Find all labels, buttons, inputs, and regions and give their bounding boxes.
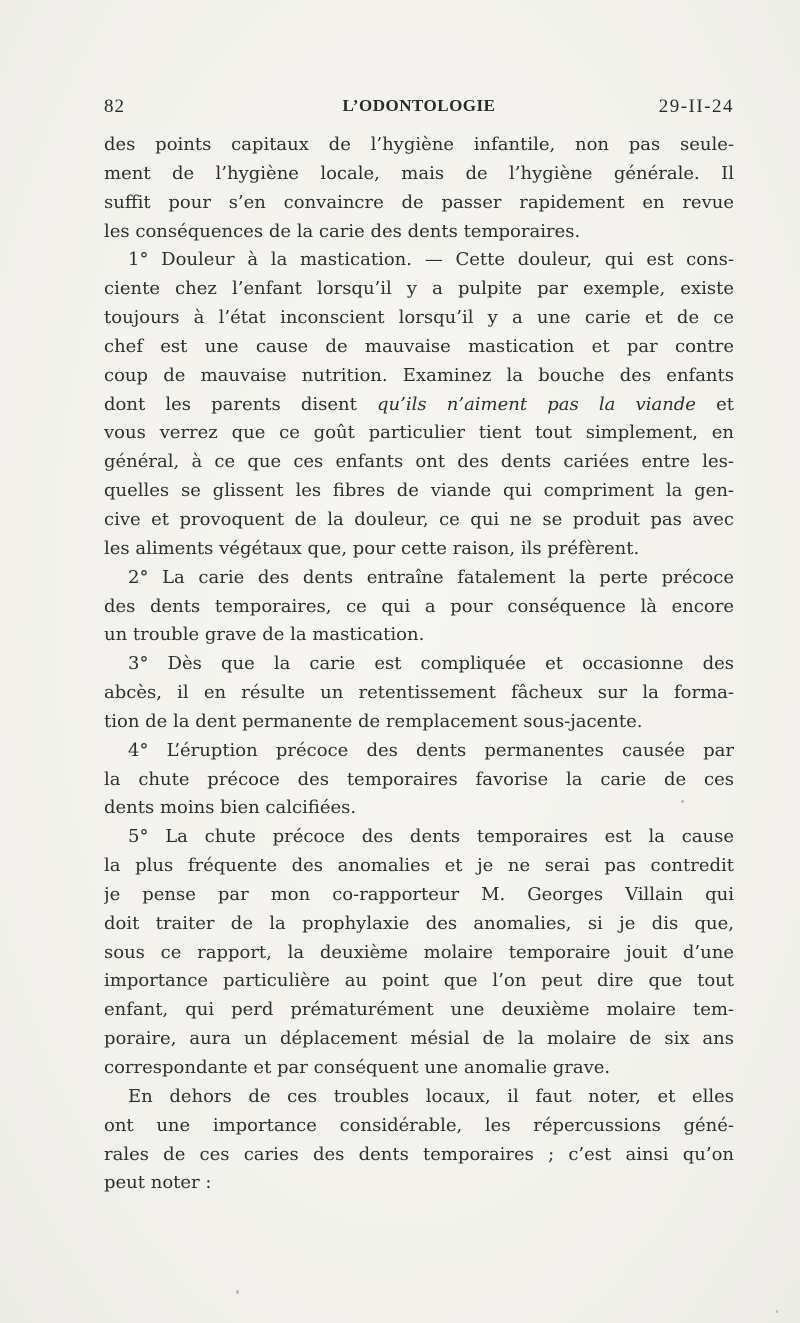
text-line: tion de la dent permanente de remplacement sous-jacente. bbox=[104, 710, 643, 732]
italic-quote: qu’ils n’aiment pas la viande bbox=[377, 393, 696, 415]
running-header bbox=[104, 96, 734, 126]
page-number: 82 bbox=[104, 96, 125, 117]
issue-date: 29-II-24 bbox=[658, 96, 734, 117]
text-line: cive et provoquent de la douleur, ce qui ne se produit pas avec bbox=[104, 508, 734, 530]
text-line: correspondante et par conséquent une anomalie grave. bbox=[104, 1057, 611, 1078]
paper-speck bbox=[776, 1310, 778, 1313]
text-line: enfant, qui perd prématurément une deuxième molaire tem- bbox=[104, 999, 734, 1021]
text-line: les conséquences de la carie des dents temporaires. bbox=[104, 220, 581, 242]
text-line: 4° L’éruption précoce des dents permanentes causée par bbox=[128, 739, 734, 761]
text-line: suffit pour s’en convaincre de passer rapidement en revue bbox=[104, 191, 734, 213]
text-line: des points capitaux de l’hygiène infantile, non pas seule- bbox=[104, 134, 734, 155]
text-line: les aliments végétaux que, pour cette raison, ils préfèrent. bbox=[104, 537, 640, 559]
paper-speck bbox=[236, 1290, 239, 1294]
text-line: coup de mauvaise nutrition. Examinez la bouche des enfants bbox=[104, 364, 734, 386]
text-line: je pense par mon co-rapporteur M. Georges Villain qui bbox=[104, 883, 734, 905]
text-line-with-italic bbox=[104, 391, 734, 420]
text-line: vous verrez que ce goût particulier tient tout simplement, en bbox=[104, 422, 734, 444]
text-line: la plus fréquente des anomalies et je ne serai pas contredit bbox=[104, 855, 734, 877]
paper-speck bbox=[681, 800, 684, 803]
text-line: 3° Dès que la carie est compliquée et occasionne des bbox=[128, 653, 734, 675]
text-line: ment de l’hygiène locale, mais de l’hygiène générale. Il bbox=[104, 162, 734, 184]
line-text: dont les parents disent bbox=[104, 393, 378, 415]
journal-title: L’ODONTOLOGIE bbox=[342, 96, 496, 115]
text-line: rales de ces caries des dents temporaires ; c’est ainsi qu’on bbox=[104, 1143, 734, 1165]
text-line: poraire, aura un déplacement mésial de la molaire de six ans bbox=[104, 1028, 734, 1050]
text-line: 2° La carie des dents entraîne fatalement la perte précoce bbox=[128, 566, 734, 588]
text-line: abcès, il en résulte un retentissement fâcheux sur la forma- bbox=[104, 682, 734, 704]
text-line: un trouble grave de la mastication. bbox=[104, 624, 425, 646]
text-line: importance particulière au point que l’on peut dire que tout bbox=[104, 970, 734, 992]
text-line: quelles se glissent les fibres de viande qui compriment la gen- bbox=[104, 480, 734, 502]
text-line: toujours à l’état inconscient lorsqu’il y a une carie et de ce bbox=[104, 307, 734, 329]
body-text bbox=[104, 131, 734, 1198]
line-text: et bbox=[695, 393, 734, 415]
text-line: des dents temporaires, ce qui a pour conséquence là encore bbox=[104, 595, 734, 617]
text-line: sous ce rapport, la deuxième molaire temporaire jouit d’une bbox=[104, 941, 734, 963]
text-line: ont une importance considérable, les répercussions géné- bbox=[104, 1114, 734, 1136]
text-line: En dehors de ces troubles locaux, il faut noter, et elles bbox=[128, 1085, 734, 1107]
text-line: la chute précoce des temporaires favorise la carie de ces bbox=[104, 768, 734, 790]
text-line: dents moins bien calcifiées. bbox=[104, 797, 357, 819]
text-line: chef est une cause de mauvaise mastication et par contre bbox=[104, 335, 734, 357]
text-line: peut noter : bbox=[104, 1172, 212, 1194]
text-line: doit traiter de la prophylaxie des anomalies, si je dis que, bbox=[104, 912, 734, 934]
text-line: ciente chez l’enfant lorsqu’il y a pulpite par exemple, existe bbox=[104, 278, 734, 300]
text-line: 1° Douleur à la mastication. — Cette douleur, qui est cons- bbox=[128, 249, 734, 271]
text-line: 5° La chute précoce des dents temporaires est la cause bbox=[128, 826, 734, 848]
text-line: général, à ce que ces enfants ont des dents cariées entre les- bbox=[104, 451, 734, 473]
